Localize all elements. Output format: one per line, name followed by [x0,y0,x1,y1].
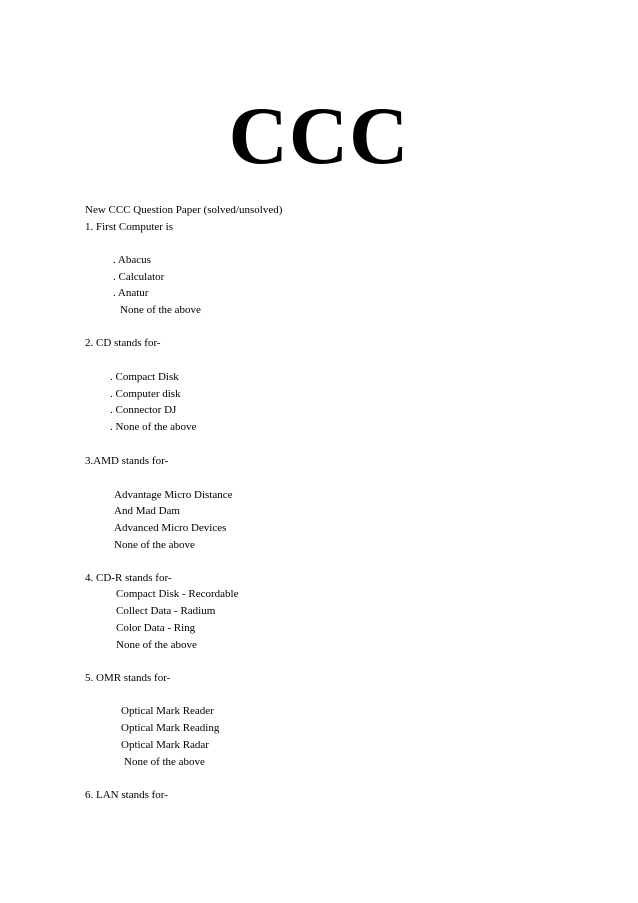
question-1: 1. First Computer is [85,221,174,233]
question-4-option-a: Compact Disk - Recordable [116,588,239,600]
document-subtitle: New CCC Question Paper (solved/unsolved) [85,204,283,216]
question-2-option-b: . Computer disk [110,388,181,400]
question-6: 6. LAN stands for- [85,789,168,801]
question-2-option-c: . Connector DJ [110,404,177,416]
question-5-option-a: Optical Mark Reader [121,705,214,717]
question-1-option-b: . Calculator [113,271,165,283]
question-1-option-c: . Anatur [113,287,149,299]
document-title: CCC [228,90,410,181]
question-5-option-b: Optical Mark Reading [121,722,220,734]
question-3: 3.AMD stands for- [85,455,169,467]
question-3-option-a: Advantage Micro Distance [114,489,233,501]
question-4-option-b: Collect Data - Radium [116,605,216,617]
question-3-option-c: Advanced Micro Devices [114,522,227,534]
question-3-option-d: None of the above [114,539,195,551]
question-2: 2. CD stands for- [85,337,161,349]
question-4-option-c: Color Data - Ring [116,622,196,634]
question-4-option-d: None of the above [116,639,197,651]
question-4: 4. CD-R stands for- [85,572,172,584]
question-2-option-d: . None of the above [110,421,197,433]
question-2-option-a: . Compact Disk [110,371,179,383]
question-5: 5. OMR stands for- [85,672,171,684]
question-5-option-c: Optical Mark Radar [121,739,209,751]
question-3-option-b: And Mad Dam [114,505,180,517]
question-1-option-d: None of the above [120,304,201,316]
question-5-option-d: None of the above [124,756,205,768]
question-1-option-a: . Abacus [113,254,151,266]
